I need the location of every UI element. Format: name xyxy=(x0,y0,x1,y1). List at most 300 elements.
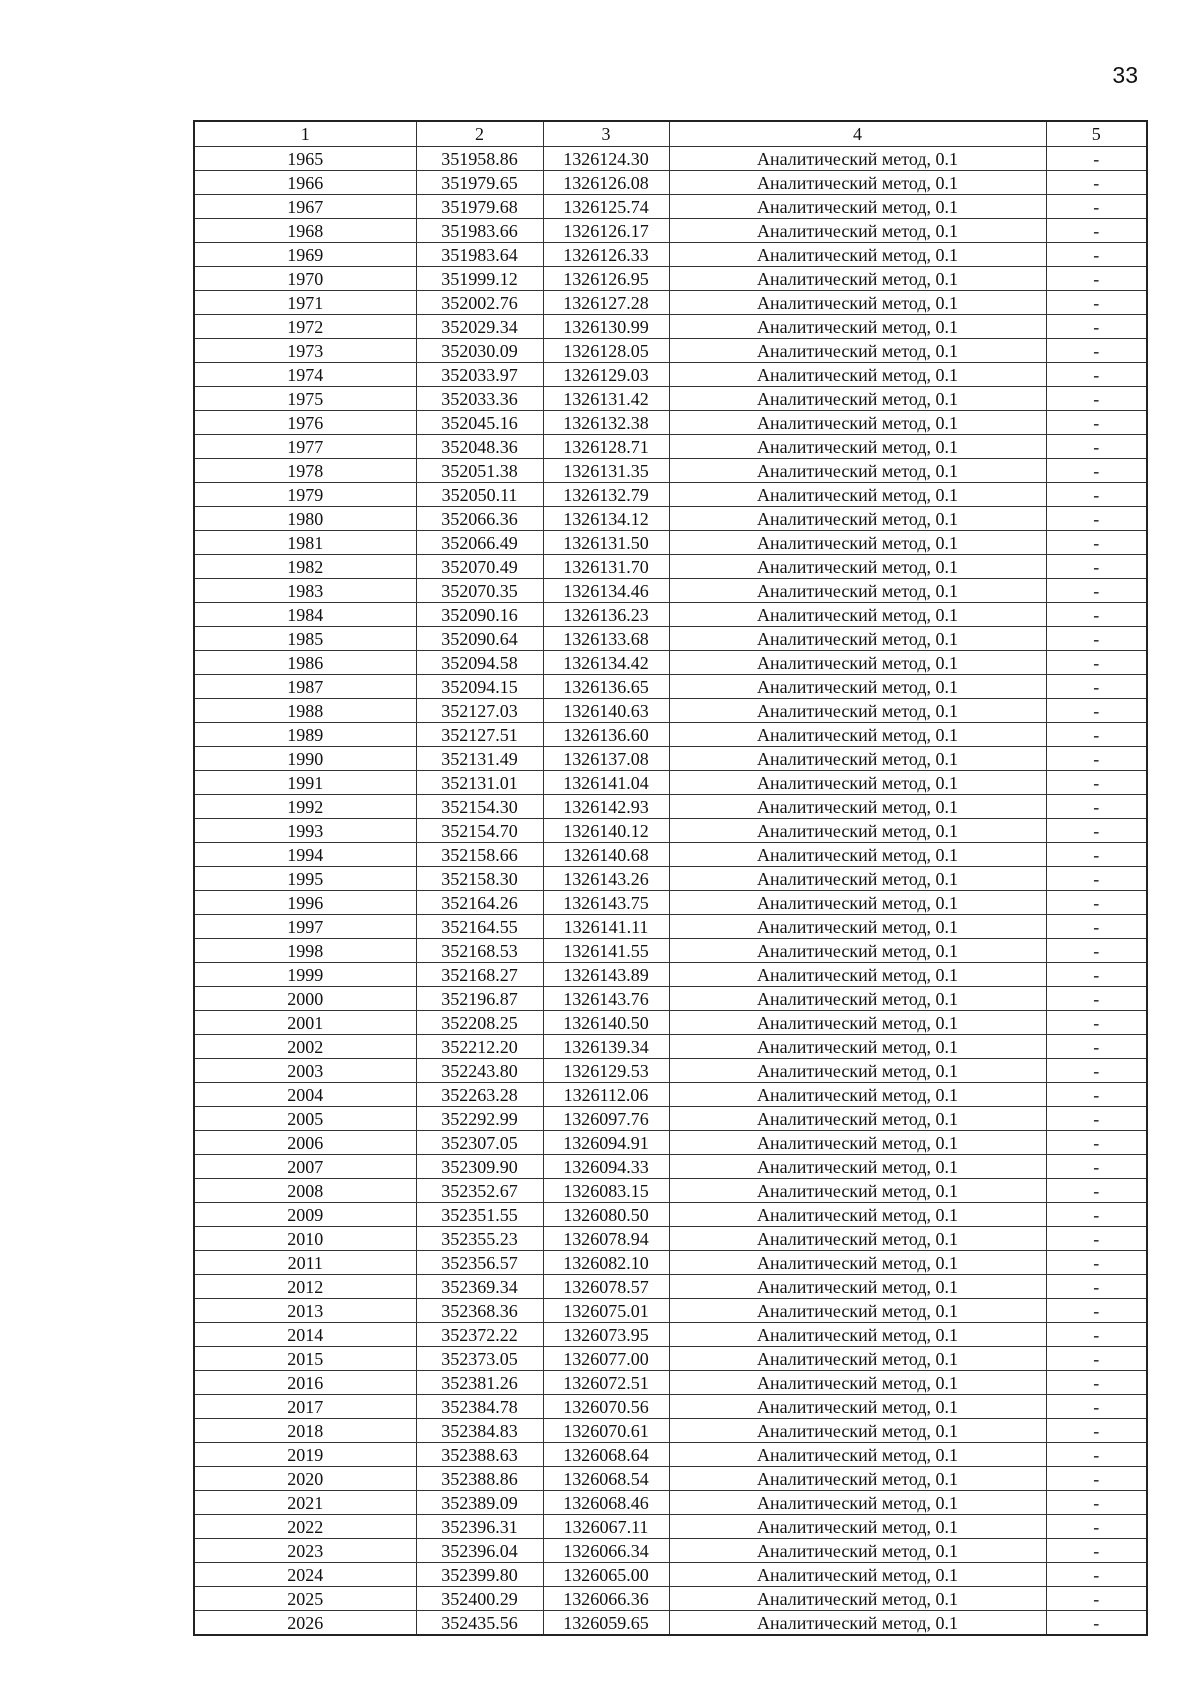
method-cell: Аналитический метод, 0.1 xyxy=(669,1515,1046,1539)
coordinate-y-cell: 1326097.76 xyxy=(543,1107,669,1131)
note-cell: - xyxy=(1046,1179,1147,1203)
point-number-cell: 2025 xyxy=(194,1587,416,1611)
method-cell: Аналитический метод, 0.1 xyxy=(669,1155,1046,1179)
coordinate-x-cell: 352090.16 xyxy=(416,603,543,627)
method-cell: Аналитический метод, 0.1 xyxy=(669,1011,1046,1035)
note-cell: - xyxy=(1046,1323,1147,1347)
table-row xyxy=(194,1563,1147,1587)
point-number-cell: 1992 xyxy=(194,795,416,819)
note-cell: - xyxy=(1046,363,1147,387)
coordinate-x-cell: 352029.34 xyxy=(416,315,543,339)
coordinate-y-cell: 1326083.15 xyxy=(543,1179,669,1203)
method-cell: Аналитический метод, 0.1 xyxy=(669,771,1046,795)
table-row xyxy=(194,531,1147,555)
table-row xyxy=(194,219,1147,243)
note-cell: - xyxy=(1046,1371,1147,1395)
note-cell: - xyxy=(1046,1131,1147,1155)
coordinate-x-cell: 352094.15 xyxy=(416,675,543,699)
note-cell: - xyxy=(1046,339,1147,363)
note-cell: - xyxy=(1046,579,1147,603)
note-cell: - xyxy=(1046,651,1147,675)
coordinate-x-cell: 352164.26 xyxy=(416,891,543,915)
coordinate-x-cell: 352070.35 xyxy=(416,579,543,603)
table-row xyxy=(194,1371,1147,1395)
point-number-cell: 1996 xyxy=(194,891,416,915)
method-cell: Аналитический метод, 0.1 xyxy=(669,1443,1046,1467)
coordinate-y-cell: 1326126.08 xyxy=(543,171,669,195)
coordinate-y-cell: 1326142.93 xyxy=(543,795,669,819)
coordinate-x-cell: 352368.36 xyxy=(416,1299,543,1323)
coordinate-y-cell: 1326130.99 xyxy=(543,315,669,339)
point-number-cell: 2002 xyxy=(194,1035,416,1059)
method-cell: Аналитический метод, 0.1 xyxy=(669,243,1046,267)
table-row xyxy=(194,891,1147,915)
method-cell: Аналитический метод, 0.1 xyxy=(669,1395,1046,1419)
coordinate-y-cell: 1326068.46 xyxy=(543,1491,669,1515)
coordinate-x-cell: 352131.01 xyxy=(416,771,543,795)
point-number-cell: 1975 xyxy=(194,387,416,411)
column-header-5: 5 xyxy=(1046,121,1147,147)
note-cell: - xyxy=(1046,1419,1147,1443)
table-row xyxy=(194,1059,1147,1083)
method-cell: Аналитический метод, 0.1 xyxy=(669,555,1046,579)
point-number-cell: 2013 xyxy=(194,1299,416,1323)
point-number-cell: 2012 xyxy=(194,1275,416,1299)
coordinate-y-cell: 1326125.74 xyxy=(543,195,669,219)
coordinate-y-cell: 1326126.95 xyxy=(543,267,669,291)
table-row xyxy=(194,339,1147,363)
coordinate-x-cell: 352002.76 xyxy=(416,291,543,315)
note-cell: - xyxy=(1046,843,1147,867)
coordinate-x-cell: 352208.25 xyxy=(416,1011,543,1035)
coordinate-x-cell: 352212.20 xyxy=(416,1035,543,1059)
coordinate-y-cell: 1326134.42 xyxy=(543,651,669,675)
method-cell: Аналитический метод, 0.1 xyxy=(669,1299,1046,1323)
coordinate-x-cell: 352033.97 xyxy=(416,363,543,387)
point-number-cell: 1989 xyxy=(194,723,416,747)
coordinate-y-cell: 1326141.11 xyxy=(543,915,669,939)
table-row xyxy=(194,1179,1147,1203)
coordinate-y-cell: 1326132.79 xyxy=(543,483,669,507)
point-number-cell: 2000 xyxy=(194,987,416,1011)
coordinate-x-cell: 352356.57 xyxy=(416,1251,543,1275)
point-number-cell: 1968 xyxy=(194,219,416,243)
note-cell: - xyxy=(1046,387,1147,411)
table-row xyxy=(194,819,1147,843)
point-number-cell: 1998 xyxy=(194,939,416,963)
coordinate-y-cell: 1326077.00 xyxy=(543,1347,669,1371)
coordinate-y-cell: 1326136.60 xyxy=(543,723,669,747)
note-cell: - xyxy=(1046,867,1147,891)
table-row xyxy=(194,795,1147,819)
point-number-cell: 2004 xyxy=(194,1083,416,1107)
coordinate-x-cell: 352372.22 xyxy=(416,1323,543,1347)
note-cell: - xyxy=(1046,1059,1147,1083)
coordinate-y-cell: 1326140.68 xyxy=(543,843,669,867)
point-number-cell: 2024 xyxy=(194,1563,416,1587)
note-cell: - xyxy=(1046,243,1147,267)
note-cell: - xyxy=(1046,627,1147,651)
coordinate-x-cell: 352309.90 xyxy=(416,1155,543,1179)
table-row xyxy=(194,507,1147,531)
coordinate-y-cell: 1326068.64 xyxy=(543,1443,669,1467)
method-cell: Аналитический метод, 0.1 xyxy=(669,675,1046,699)
table-row xyxy=(194,1155,1147,1179)
coordinate-x-cell: 352355.23 xyxy=(416,1227,543,1251)
point-number-cell: 2026 xyxy=(194,1611,416,1636)
point-number-cell: 1982 xyxy=(194,555,416,579)
coordinate-x-cell: 352389.09 xyxy=(416,1491,543,1515)
coordinate-x-cell: 352090.64 xyxy=(416,627,543,651)
note-cell: - xyxy=(1046,1491,1147,1515)
point-number-cell: 2021 xyxy=(194,1491,416,1515)
method-cell: Аналитический метод, 0.1 xyxy=(669,483,1046,507)
note-cell: - xyxy=(1046,699,1147,723)
coordinate-x-cell: 352243.80 xyxy=(416,1059,543,1083)
coordinate-y-cell: 1326131.70 xyxy=(543,555,669,579)
table-row xyxy=(194,1107,1147,1131)
note-cell: - xyxy=(1046,1443,1147,1467)
coordinate-x-cell: 352196.87 xyxy=(416,987,543,1011)
coordinate-x-cell: 352307.05 xyxy=(416,1131,543,1155)
table-row xyxy=(194,1587,1147,1611)
table-row xyxy=(194,675,1147,699)
note-cell: - xyxy=(1046,1107,1147,1131)
point-number-cell: 1972 xyxy=(194,315,416,339)
method-cell: Аналитический метод, 0.1 xyxy=(669,1371,1046,1395)
point-number-cell: 1978 xyxy=(194,459,416,483)
coordinate-y-cell: 1326141.55 xyxy=(543,939,669,963)
note-cell: - xyxy=(1046,291,1147,315)
table-row xyxy=(194,723,1147,747)
coordinate-x-cell: 352388.63 xyxy=(416,1443,543,1467)
coordinate-x-cell: 352051.38 xyxy=(416,459,543,483)
method-cell: Аналитический метод, 0.1 xyxy=(669,1035,1046,1059)
coordinate-x-cell: 352066.36 xyxy=(416,507,543,531)
method-cell: Аналитический метод, 0.1 xyxy=(669,819,1046,843)
coordinate-y-cell: 1326078.57 xyxy=(543,1275,669,1299)
table-row xyxy=(194,987,1147,1011)
method-cell: Аналитический метод, 0.1 xyxy=(669,603,1046,627)
method-cell: Аналитический метод, 0.1 xyxy=(669,219,1046,243)
coordinate-x-cell: 352168.27 xyxy=(416,963,543,987)
coordinate-y-cell: 1326141.04 xyxy=(543,771,669,795)
point-number-cell: 1994 xyxy=(194,843,416,867)
method-cell: Аналитический метод, 0.1 xyxy=(669,579,1046,603)
note-cell: - xyxy=(1046,795,1147,819)
coordinate-x-cell: 352384.83 xyxy=(416,1419,543,1443)
point-number-cell: 1995 xyxy=(194,867,416,891)
table-row xyxy=(194,747,1147,771)
point-number-cell: 2008 xyxy=(194,1179,416,1203)
note-cell: - xyxy=(1046,1395,1147,1419)
coordinate-y-cell: 1326068.54 xyxy=(543,1467,669,1491)
method-cell: Аналитический метод, 0.1 xyxy=(669,1467,1046,1491)
coordinate-x-cell: 352388.86 xyxy=(416,1467,543,1491)
point-number-cell: 2023 xyxy=(194,1539,416,1563)
point-number-cell: 2005 xyxy=(194,1107,416,1131)
coordinate-y-cell: 1326129.03 xyxy=(543,363,669,387)
table-row xyxy=(194,1035,1147,1059)
note-cell: - xyxy=(1046,603,1147,627)
note-cell: - xyxy=(1046,195,1147,219)
point-number-cell: 2014 xyxy=(194,1323,416,1347)
method-cell: Аналитический метод, 0.1 xyxy=(669,387,1046,411)
note-cell: - xyxy=(1046,675,1147,699)
coordinate-x-cell: 352381.26 xyxy=(416,1371,543,1395)
point-number-cell: 2020 xyxy=(194,1467,416,1491)
method-cell: Аналитический метод, 0.1 xyxy=(669,147,1046,171)
coordinate-y-cell: 1326131.50 xyxy=(543,531,669,555)
coordinate-x-cell: 352399.80 xyxy=(416,1563,543,1587)
coordinate-y-cell: 1326126.33 xyxy=(543,243,669,267)
note-cell: - xyxy=(1046,435,1147,459)
table-row xyxy=(194,1419,1147,1443)
point-number-cell: 1984 xyxy=(194,603,416,627)
point-number-cell: 1991 xyxy=(194,771,416,795)
method-cell: Аналитический метод, 0.1 xyxy=(669,699,1046,723)
table-row xyxy=(194,435,1147,459)
method-cell: Аналитический метод, 0.1 xyxy=(669,747,1046,771)
coordinate-y-cell: 1326128.05 xyxy=(543,339,669,363)
point-number-cell: 1999 xyxy=(194,963,416,987)
table-row xyxy=(194,483,1147,507)
point-number-cell: 2007 xyxy=(194,1155,416,1179)
note-cell: - xyxy=(1046,147,1147,171)
coordinate-y-cell: 1326065.00 xyxy=(543,1563,669,1587)
point-number-cell: 1971 xyxy=(194,291,416,315)
method-cell: Аналитический метод, 0.1 xyxy=(669,1227,1046,1251)
coordinate-y-cell: 1326094.33 xyxy=(543,1155,669,1179)
note-cell: - xyxy=(1046,891,1147,915)
table-row xyxy=(194,1611,1147,1636)
coordinate-y-cell: 1326067.11 xyxy=(543,1515,669,1539)
note-cell: - xyxy=(1046,1347,1147,1371)
note-cell: - xyxy=(1046,219,1147,243)
coordinate-y-cell: 1326094.91 xyxy=(543,1131,669,1155)
point-number-cell: 2015 xyxy=(194,1347,416,1371)
method-cell: Аналитический метод, 0.1 xyxy=(669,723,1046,747)
coordinate-y-cell: 1326143.76 xyxy=(543,987,669,1011)
method-cell: Аналитический метод, 0.1 xyxy=(669,1563,1046,1587)
table-header-row xyxy=(194,121,1147,147)
table-row xyxy=(194,771,1147,795)
coordinate-y-cell: 1326136.65 xyxy=(543,675,669,699)
point-number-cell: 1967 xyxy=(194,195,416,219)
table-row xyxy=(194,579,1147,603)
coordinate-x-cell: 352164.55 xyxy=(416,915,543,939)
note-cell: - xyxy=(1046,1299,1147,1323)
table-row xyxy=(194,1251,1147,1275)
table-row xyxy=(194,1083,1147,1107)
coordinate-x-cell: 352066.49 xyxy=(416,531,543,555)
coordinate-y-cell: 1326070.56 xyxy=(543,1395,669,1419)
note-cell: - xyxy=(1046,771,1147,795)
coordinate-x-cell: 352168.53 xyxy=(416,939,543,963)
coordinate-x-cell: 352127.51 xyxy=(416,723,543,747)
note-cell: - xyxy=(1046,1563,1147,1587)
point-number-cell: 1976 xyxy=(194,411,416,435)
note-cell: - xyxy=(1046,1035,1147,1059)
point-number-cell: 2018 xyxy=(194,1419,416,1443)
table-row xyxy=(194,1539,1147,1563)
point-number-cell: 1981 xyxy=(194,531,416,555)
table-row xyxy=(194,1227,1147,1251)
point-number-cell: 1979 xyxy=(194,483,416,507)
method-cell: Аналитический метод, 0.1 xyxy=(669,1347,1046,1371)
method-cell: Аналитический метод, 0.1 xyxy=(669,1083,1046,1107)
coordinate-x-cell: 352070.49 xyxy=(416,555,543,579)
method-cell: Аналитический метод, 0.1 xyxy=(669,891,1046,915)
table-row xyxy=(194,387,1147,411)
coordinate-y-cell: 1326134.12 xyxy=(543,507,669,531)
method-cell: Аналитический метод, 0.1 xyxy=(669,627,1046,651)
method-cell: Аналитический метод, 0.1 xyxy=(669,963,1046,987)
coordinate-y-cell: 1326131.35 xyxy=(543,459,669,483)
table-row xyxy=(194,411,1147,435)
method-cell: Аналитический метод, 0.1 xyxy=(669,1059,1046,1083)
coordinate-y-cell: 1326134.46 xyxy=(543,579,669,603)
note-cell: - xyxy=(1046,1227,1147,1251)
coordinate-x-cell: 352435.56 xyxy=(416,1611,543,1636)
table-row xyxy=(194,1203,1147,1227)
method-cell: Аналитический метод, 0.1 xyxy=(669,915,1046,939)
note-cell: - xyxy=(1046,1587,1147,1611)
method-cell: Аналитический метод, 0.1 xyxy=(669,843,1046,867)
method-cell: Аналитический метод, 0.1 xyxy=(669,267,1046,291)
table-row xyxy=(194,291,1147,315)
coordinate-x-cell: 352154.30 xyxy=(416,795,543,819)
coordinate-x-cell: 352263.28 xyxy=(416,1083,543,1107)
coordinate-y-cell: 1326078.94 xyxy=(543,1227,669,1251)
table-body xyxy=(194,147,1147,1636)
table-row xyxy=(194,1299,1147,1323)
method-cell: Аналитический метод, 0.1 xyxy=(669,1419,1046,1443)
table-row xyxy=(194,963,1147,987)
table-row xyxy=(194,1275,1147,1299)
method-cell: Аналитический метод, 0.1 xyxy=(669,459,1046,483)
table-row xyxy=(194,651,1147,675)
coordinate-x-cell: 352045.16 xyxy=(416,411,543,435)
point-number-cell: 1970 xyxy=(194,267,416,291)
point-number-cell: 1965 xyxy=(194,147,416,171)
coordinate-x-cell: 352033.36 xyxy=(416,387,543,411)
table-row xyxy=(194,1011,1147,1035)
note-cell: - xyxy=(1046,171,1147,195)
coordinate-y-cell: 1326112.06 xyxy=(543,1083,669,1107)
note-cell: - xyxy=(1046,819,1147,843)
method-cell: Аналитический метод, 0.1 xyxy=(669,1587,1046,1611)
coordinate-y-cell: 1326072.51 xyxy=(543,1371,669,1395)
note-cell: - xyxy=(1046,1275,1147,1299)
column-header-4: 4 xyxy=(669,121,1046,147)
coordinate-y-cell: 1326075.01 xyxy=(543,1299,669,1323)
method-cell: Аналитический метод, 0.1 xyxy=(669,1131,1046,1155)
method-cell: Аналитический метод, 0.1 xyxy=(669,435,1046,459)
table-row xyxy=(194,1131,1147,1155)
method-cell: Аналитический метод, 0.1 xyxy=(669,195,1046,219)
method-cell: Аналитический метод, 0.1 xyxy=(669,531,1046,555)
coordinate-y-cell: 1326066.36 xyxy=(543,1587,669,1611)
method-cell: Аналитический метод, 0.1 xyxy=(669,1179,1046,1203)
point-number-cell: 1980 xyxy=(194,507,416,531)
method-cell: Аналитический метод, 0.1 xyxy=(669,1611,1046,1636)
coordinate-x-cell: 352384.78 xyxy=(416,1395,543,1419)
note-cell: - xyxy=(1046,963,1147,987)
note-cell: - xyxy=(1046,531,1147,555)
note-cell: - xyxy=(1046,723,1147,747)
note-cell: - xyxy=(1046,1011,1147,1035)
coordinate-x-cell: 352158.66 xyxy=(416,843,543,867)
method-cell: Аналитический метод, 0.1 xyxy=(669,363,1046,387)
table-row xyxy=(194,1467,1147,1491)
point-number-cell: 2011 xyxy=(194,1251,416,1275)
note-cell: - xyxy=(1046,987,1147,1011)
coordinate-x-cell: 352050.11 xyxy=(416,483,543,507)
coordinate-y-cell: 1326140.50 xyxy=(543,1011,669,1035)
coordinate-x-cell: 352030.09 xyxy=(416,339,543,363)
method-cell: Аналитический метод, 0.1 xyxy=(669,1539,1046,1563)
table-row xyxy=(194,867,1147,891)
table-row xyxy=(194,939,1147,963)
note-cell: - xyxy=(1046,1203,1147,1227)
table-row xyxy=(194,1323,1147,1347)
note-cell: - xyxy=(1046,483,1147,507)
point-number-cell: 2022 xyxy=(194,1515,416,1539)
point-number-cell: 1990 xyxy=(194,747,416,771)
method-cell: Аналитический метод, 0.1 xyxy=(669,867,1046,891)
point-number-cell: 1966 xyxy=(194,171,416,195)
note-cell: - xyxy=(1046,1251,1147,1275)
method-cell: Аналитический метод, 0.1 xyxy=(669,1107,1046,1131)
coordinate-y-cell: 1326124.30 xyxy=(543,147,669,171)
method-cell: Аналитический метод, 0.1 xyxy=(669,795,1046,819)
note-cell: - xyxy=(1046,915,1147,939)
coordinate-y-cell: 1326127.28 xyxy=(543,291,669,315)
coordinate-x-cell: 352094.58 xyxy=(416,651,543,675)
point-number-cell: 1973 xyxy=(194,339,416,363)
table-row xyxy=(194,243,1147,267)
note-cell: - xyxy=(1046,459,1147,483)
table-row xyxy=(194,1515,1147,1539)
table-row xyxy=(194,1443,1147,1467)
table-row xyxy=(194,195,1147,219)
point-number-cell: 2019 xyxy=(194,1443,416,1467)
point-number-cell: 2009 xyxy=(194,1203,416,1227)
coordinate-x-cell: 352158.30 xyxy=(416,867,543,891)
table-row xyxy=(194,915,1147,939)
coordinate-x-cell: 351979.65 xyxy=(416,171,543,195)
point-number-cell: 1988 xyxy=(194,699,416,723)
point-number-cell: 1974 xyxy=(194,363,416,387)
table-row xyxy=(194,1347,1147,1371)
method-cell: Аналитический метод, 0.1 xyxy=(669,1275,1046,1299)
point-number-cell: 2010 xyxy=(194,1227,416,1251)
coordinate-x-cell: 352400.29 xyxy=(416,1587,543,1611)
coordinate-x-cell: 352131.49 xyxy=(416,747,543,771)
point-number-cell: 1969 xyxy=(194,243,416,267)
method-cell: Аналитический метод, 0.1 xyxy=(669,651,1046,675)
coordinate-y-cell: 1326143.89 xyxy=(543,963,669,987)
method-cell: Аналитический метод, 0.1 xyxy=(669,1491,1046,1515)
method-cell: Аналитический метод, 0.1 xyxy=(669,339,1046,363)
table-row xyxy=(194,1395,1147,1419)
coordinate-x-cell: 351983.66 xyxy=(416,219,543,243)
note-cell: - xyxy=(1046,939,1147,963)
method-cell: Аналитический метод, 0.1 xyxy=(669,1251,1046,1275)
coordinate-y-cell: 1326140.63 xyxy=(543,699,669,723)
coordinate-y-cell: 1326143.75 xyxy=(543,891,669,915)
